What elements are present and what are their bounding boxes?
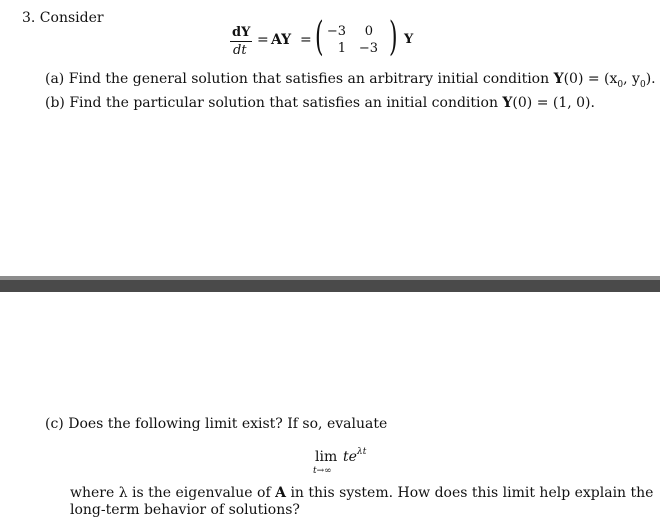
left-paren: ( — [315, 14, 324, 60]
part-b-vector: Y — [502, 95, 513, 111]
part-a-comma: , y — [623, 71, 640, 87]
ay-term: AY — [271, 32, 292, 48]
y-vector: Y — [404, 32, 414, 47]
where-line-2: long-term behavior of solutions? — [70, 502, 300, 518]
part-a-sub: 0 — [617, 79, 624, 90]
divider-dark — [0, 280, 660, 292]
part-a-vector: Y — [553, 71, 564, 87]
fraction-denominator: dt — [233, 43, 247, 58]
part-a-text: Find the general solution that satisfies an arbitrary initial condition — [68, 71, 550, 87]
where-text-2: in this system. How does this limit help explain the — [290, 485, 654, 501]
equals-sign: = — [300, 32, 312, 48]
part-a-cond: (0) = (x — [563, 71, 618, 87]
part-a — [45, 70, 656, 94]
lim-subscript: t→∞ — [313, 466, 332, 476]
part-a-sub: 0 — [639, 79, 646, 90]
matrix-cell: 0 — [364, 24, 373, 39]
matrix-cell: −3 — [326, 24, 346, 39]
fraction-numerator: dY — [232, 25, 251, 40]
lim-exponent: λt — [357, 447, 367, 457]
where-matrix: A — [275, 485, 286, 501]
lim-word: lim — [315, 449, 338, 465]
where-line-1 — [70, 484, 653, 502]
part-a-end: ). — [645, 71, 656, 87]
part-c-label: (c) — [45, 416, 64, 432]
part-b — [45, 94, 595, 112]
part-c-text: Does the following limit exist? If so, evaluate — [68, 416, 388, 432]
part-b-text: Find the particular solution that satisfies an initial condition — [69, 95, 498, 111]
part-a-label: (a) — [45, 71, 65, 87]
equals-sign: = — [257, 32, 269, 48]
where-text-1: where λ is the eigenvalue of — [70, 485, 271, 501]
part-b-cond: (0) = (1, 0). — [512, 95, 595, 111]
problem-number: 3. Consider — [22, 10, 104, 26]
matrix-cell: −3 — [358, 41, 378, 56]
right-paren: ) — [389, 14, 398, 60]
part-b-label: (b) — [45, 95, 65, 111]
lim-body: te — [343, 449, 357, 465]
part-c — [45, 415, 387, 433]
matrix-cell: 1 — [337, 41, 346, 56]
